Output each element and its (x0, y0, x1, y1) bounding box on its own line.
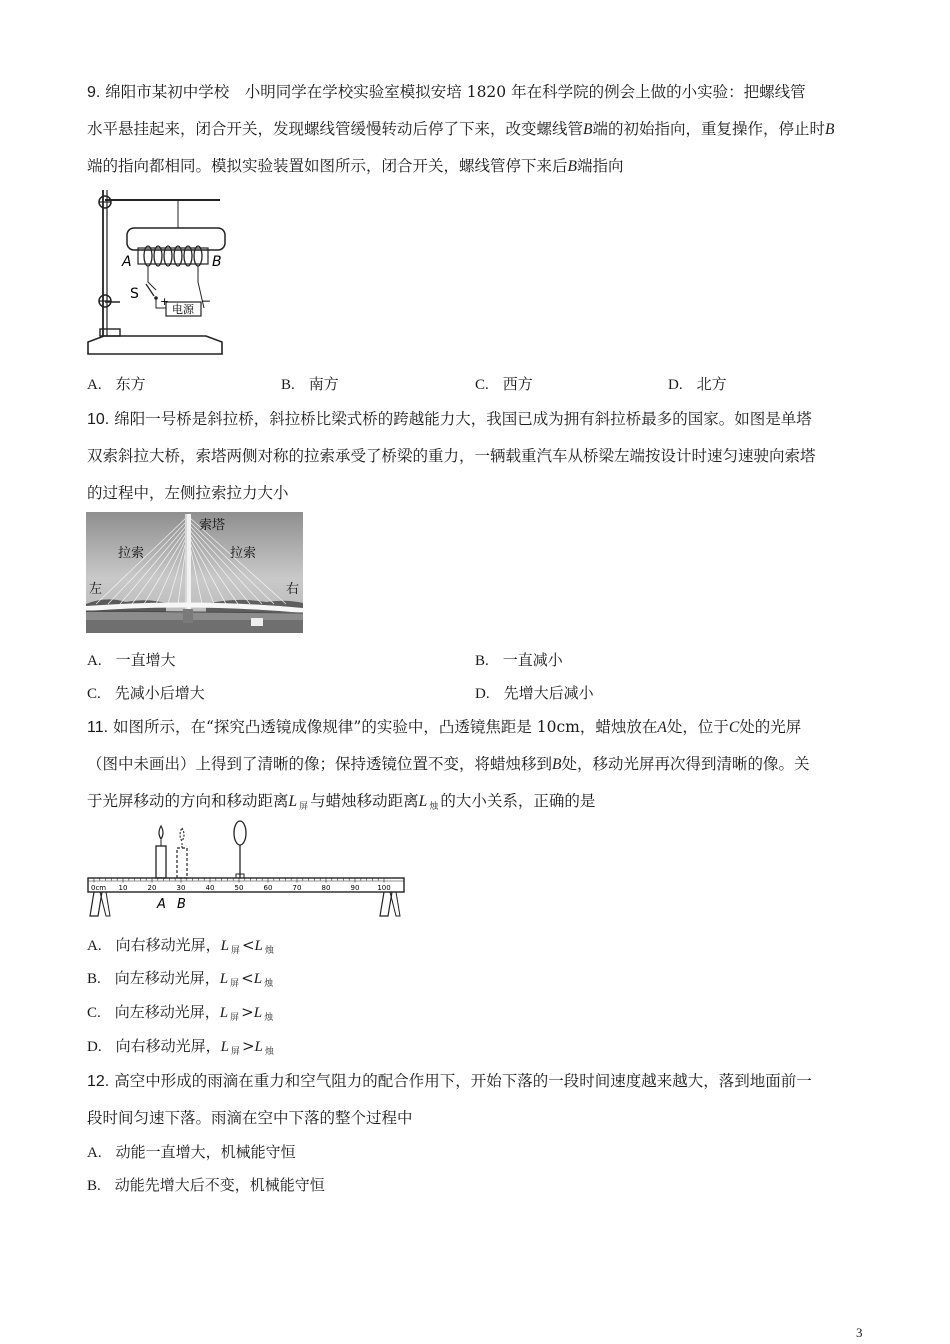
q11-option-c[interactable]: C. 向左移动光屏，L $_屏$ >L $_烛$ (87, 1003, 274, 1023)
q11-line2: （图中未画出）上得到了清晰的像；保持透镜位置不变，将蜡烛移到B处，移动光屏再次得到清晰的像。关 (87, 755, 810, 773)
q9-option-b[interactable]: B. 南方 (281, 375, 339, 393)
scale-tick-label: 20 (147, 884, 157, 892)
label-tower: 索塔 (199, 518, 226, 533)
q11-var-l-candle: L (418, 793, 428, 810)
q9-line1 (87, 80, 806, 102)
candle-b (177, 848, 187, 878)
label-a: A (157, 897, 166, 912)
q9-text-line2c: 端的初始指向，重复操作，停止时 (592, 120, 825, 138)
q9-var-b2: B (825, 121, 835, 138)
q12-line2 (87, 1106, 413, 1128)
scale-tick-labels (119, 884, 391, 892)
q12-number: 12. (87, 1073, 110, 1090)
q9-var-b: B (583, 121, 593, 138)
label-right: 右 (286, 582, 300, 597)
solenoid-coil (144, 246, 202, 266)
q9-number: 9. (87, 84, 101, 101)
stand-base (88, 336, 222, 354)
label-left: 左 (89, 582, 103, 597)
q11-optical-bench (86, 820, 408, 922)
q11-var-l-screen: L (288, 793, 298, 810)
q10-option-d[interactable]: D. 先增大后减小 (475, 684, 594, 702)
candle-a (156, 846, 166, 878)
q10-line2 (87, 444, 816, 466)
q10-text-line3: 的过程中，左侧拉索拉力大小 (87, 484, 289, 502)
q12-line1 (87, 1069, 812, 1091)
q10-number: 10. (87, 411, 110, 428)
scale-tick-label: 40 (205, 884, 215, 892)
q9-text-line3a: 端的指向都相同。模拟实验装置如图所示，闭合开关，螺线管停下来后 (87, 157, 568, 175)
convex-lens (234, 821, 246, 845)
minus-sign: − (201, 294, 212, 308)
q11-var-c: C (728, 719, 740, 736)
q9-option-d[interactable]: D. 北方 (668, 375, 727, 393)
scale-tick-label: 70 (292, 884, 302, 892)
leg-right (380, 892, 392, 916)
q10-bridge-photo (86, 512, 303, 633)
q9-option-a[interactable]: A. 东方 (87, 375, 146, 393)
q10-text-line1: 绵阳一号桥是斜拉桥，斜拉桥比梁式桥的跨越能力大，我国已成为拥有斜拉桥最多的国家。如图是单塔 (114, 410, 812, 428)
q9-option-c[interactable]: C. 西方 (475, 375, 533, 393)
q10-option-c[interactable]: C. 先减小后增大 (87, 684, 205, 702)
q11-var-a: A (657, 719, 667, 736)
q12-option-a[interactable]: A. 动能一直增大，机械能守恒 (87, 1143, 296, 1161)
scale-tick-label: 50 (234, 884, 244, 892)
plus-sign: + (160, 295, 170, 308)
q10-option-b[interactable]: B. 一直减小 (475, 651, 563, 669)
q11-option-b[interactable]: B. 向左移动光屏，L $_屏$ <L $_烛$ (87, 969, 274, 989)
flame-a (159, 826, 163, 839)
q12-text-line1: 高空中形成的雨滴在重力和空气阻力的配合作用下，开始下落的一段时间速度越来越大，落到地面前一 (114, 1072, 812, 1090)
page-number: 3 (856, 1325, 863, 1340)
scale-tick-label: 60 (263, 884, 273, 892)
q9-text-line1: 绵阳市某初中学校 小明同学在学校实验室模拟安培 1820 年在科学院的例会上做的小实验：把螺线管 (105, 83, 806, 101)
q12-text-line2: 段时间匀速下落。雨滴在空中下落的整个过程中 (87, 1109, 413, 1127)
label-b: B (177, 897, 186, 912)
scale-tick-label: 30 (176, 884, 186, 892)
q9-solenoid-figure (86, 186, 226, 356)
q10-text-line2: 双索斜拉大桥，索塔两侧对称的拉索承受了桥梁的重力，一辆载重汽车从桥梁左端按设计时速匀速驶向索塔 (87, 447, 816, 465)
q9-text-line3c: 端指向 (576, 157, 624, 175)
q9-line3 (87, 154, 624, 176)
q11-line3: 于光屏移动的方向和移动距离L $_屏$ 与蜡烛移动距离L $_烛$ 的大小关系，正确的是 (87, 792, 596, 812)
label-cable-left: 拉索 (118, 546, 145, 561)
q11-number: 11. (87, 719, 109, 736)
label-b: B (212, 254, 222, 270)
q10-option-a[interactable]: A. 一直增大 (87, 651, 176, 669)
q10-line3 (87, 481, 289, 503)
switch-s (146, 284, 154, 296)
label-s: S (130, 286, 139, 302)
q11-option-d[interactable]: D. 向右移动光屏，L $_屏$ >L $_烛$ (87, 1037, 274, 1057)
scale-tick-label: 10 (118, 884, 128, 892)
leg-left (90, 892, 102, 916)
q9-var-b3: B (567, 158, 577, 175)
flame-b (180, 828, 184, 841)
power-label: 电源 (172, 303, 194, 316)
scale-unit: 0cm (91, 884, 107, 892)
q9-line2 (87, 117, 834, 139)
q11-option-a[interactable]: A. 向右移动光屏，L $_屏$ <L $_烛$ (87, 936, 274, 956)
scale-tick-label: 80 (321, 884, 331, 892)
scale-tick-label: 100 (377, 884, 391, 892)
q11-line1: 11. 如图所示，在“探究凸透镜成像规律”的实验中，凸透镜焦距是 10cm，蜡烛放在A处，位于C处的光屏 (87, 718, 802, 736)
q11-var-b: B (552, 756, 562, 773)
q9-text-line2a: 水平悬挂起来，闭合开关，发现螺线管缓慢转动后停了下来，改变螺线管 (87, 120, 584, 138)
label-a: A (122, 254, 132, 270)
label-cable-right: 拉索 (230, 546, 257, 561)
q12-option-b[interactable]: B. 动能先增大后不变，机械能守恒 (87, 1176, 325, 1194)
scale-tick-label: 90 (350, 884, 360, 892)
q10-line1 (87, 407, 812, 429)
